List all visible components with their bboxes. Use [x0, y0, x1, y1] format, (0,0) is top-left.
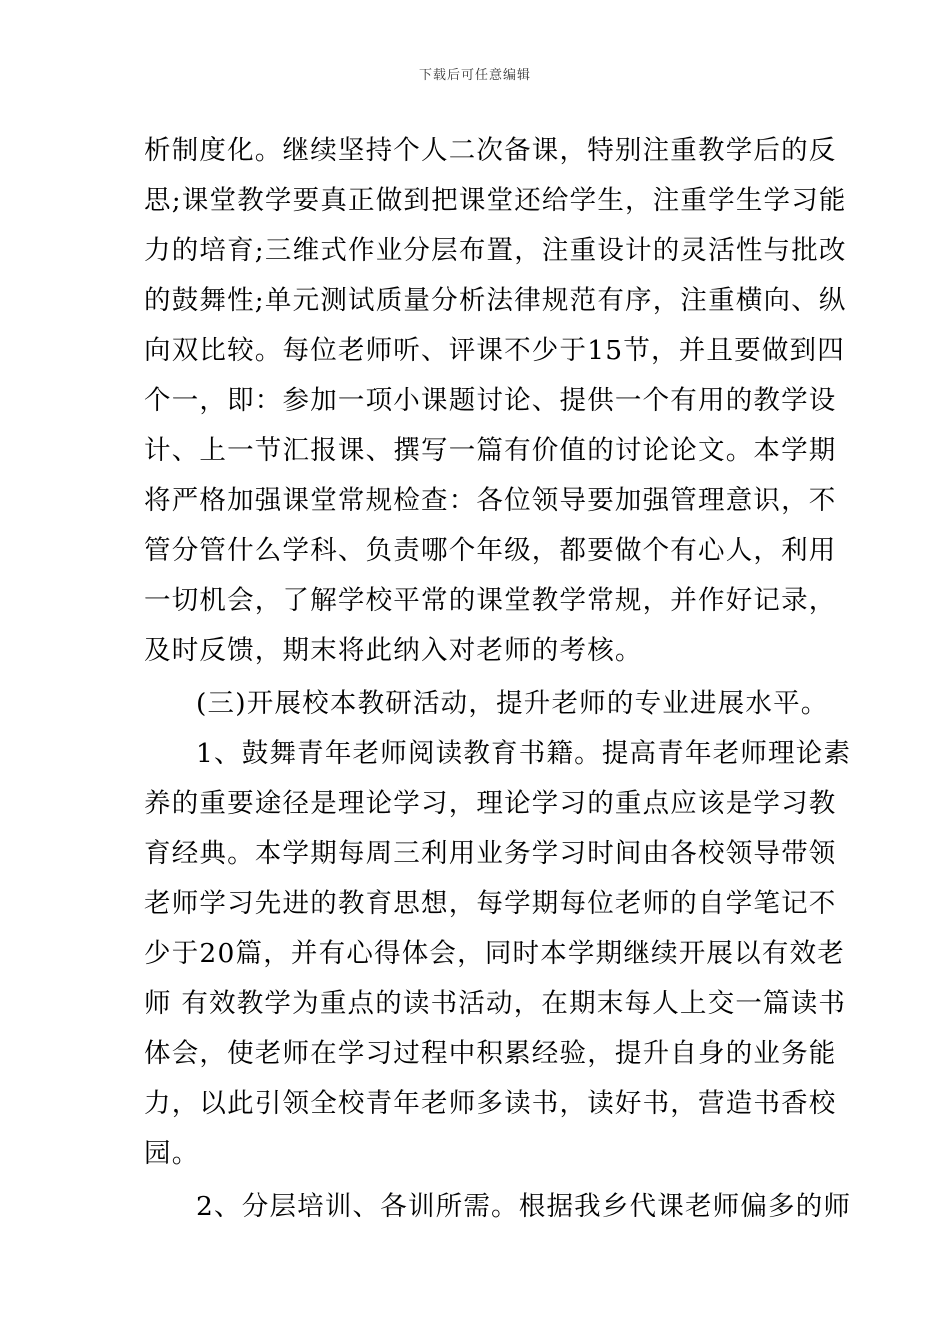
text-line: 将严格加强课堂常规检查：各位领导要加强管理意识，不	[144, 485, 837, 516]
text-line: 个一，即：参加一项小课题讨论、提供一个有用的教学设	[144, 385, 837, 416]
page-header-note: 下载后可任意编辑	[418, 68, 531, 83]
text-line: 力的培育;三维式作业分层布置，注重设计的灵活性与批改	[144, 235, 847, 266]
text-line: 管分管什么学科、负责哪个年级，都要做个有心人，利用	[144, 535, 837, 566]
text-line: 向双比较。每位老师听、评课不少于15节，并且要做到四	[144, 335, 845, 366]
text-line: 园。	[144, 1138, 200, 1169]
text-line: 老师学习先进的教育思想，每学期每位老师的自学笔记不	[144, 888, 837, 919]
section-heading: (三)开展校本教研活动，提升老师的专业进展水平。	[196, 688, 829, 719]
text-line: 的鼓舞性;单元测试质量分析法律规范有序，注重横向、纵	[144, 285, 847, 316]
text-line: 析制度化。继续坚持个人二次备课，特别注重教学后的反	[144, 135, 837, 166]
document-body	[144, 126, 852, 1232]
text-line: 育经典。本学期每周三利用业务学习时间由各校领导带领	[144, 838, 837, 869]
paragraph-start: 2、分层培训、各训所需。根据我乡代课老师偏多的师	[196, 1191, 852, 1222]
text-line: 师 有效教学为重点的读书活动，在期末每人上交一篇读书	[144, 988, 847, 1019]
text-line: 体会，使老师在学习过程中积累经验，提升自身的业务能	[144, 1038, 837, 1069]
text-line: 计、上一节汇报课、撰写一篇有价值的讨论论文。本学期	[144, 435, 837, 466]
text-line: 一切机会，了解学校平常的课堂教学常规，并作好记录，	[144, 585, 837, 616]
text-line: 思;课堂教学要真正做到把课堂还给学生，注重学生学习能	[144, 185, 847, 216]
text-line: 养的重要途径是理论学习，理论学习的重点应该是学习教	[144, 788, 837, 819]
text-line: 及时反馈，期末将此纳入对老师的考核。	[144, 635, 643, 666]
paragraph-start: 1、鼓舞青年老师阅读教育书籍。提高青年老师理论素	[196, 738, 852, 769]
text-line: 力，以此引领全校青年老师多读书，读好书，营造书香校	[144, 1088, 837, 1119]
text-line: 少于20篇，并有心得体会，同时本学期继续开展以有效老	[144, 938, 845, 969]
